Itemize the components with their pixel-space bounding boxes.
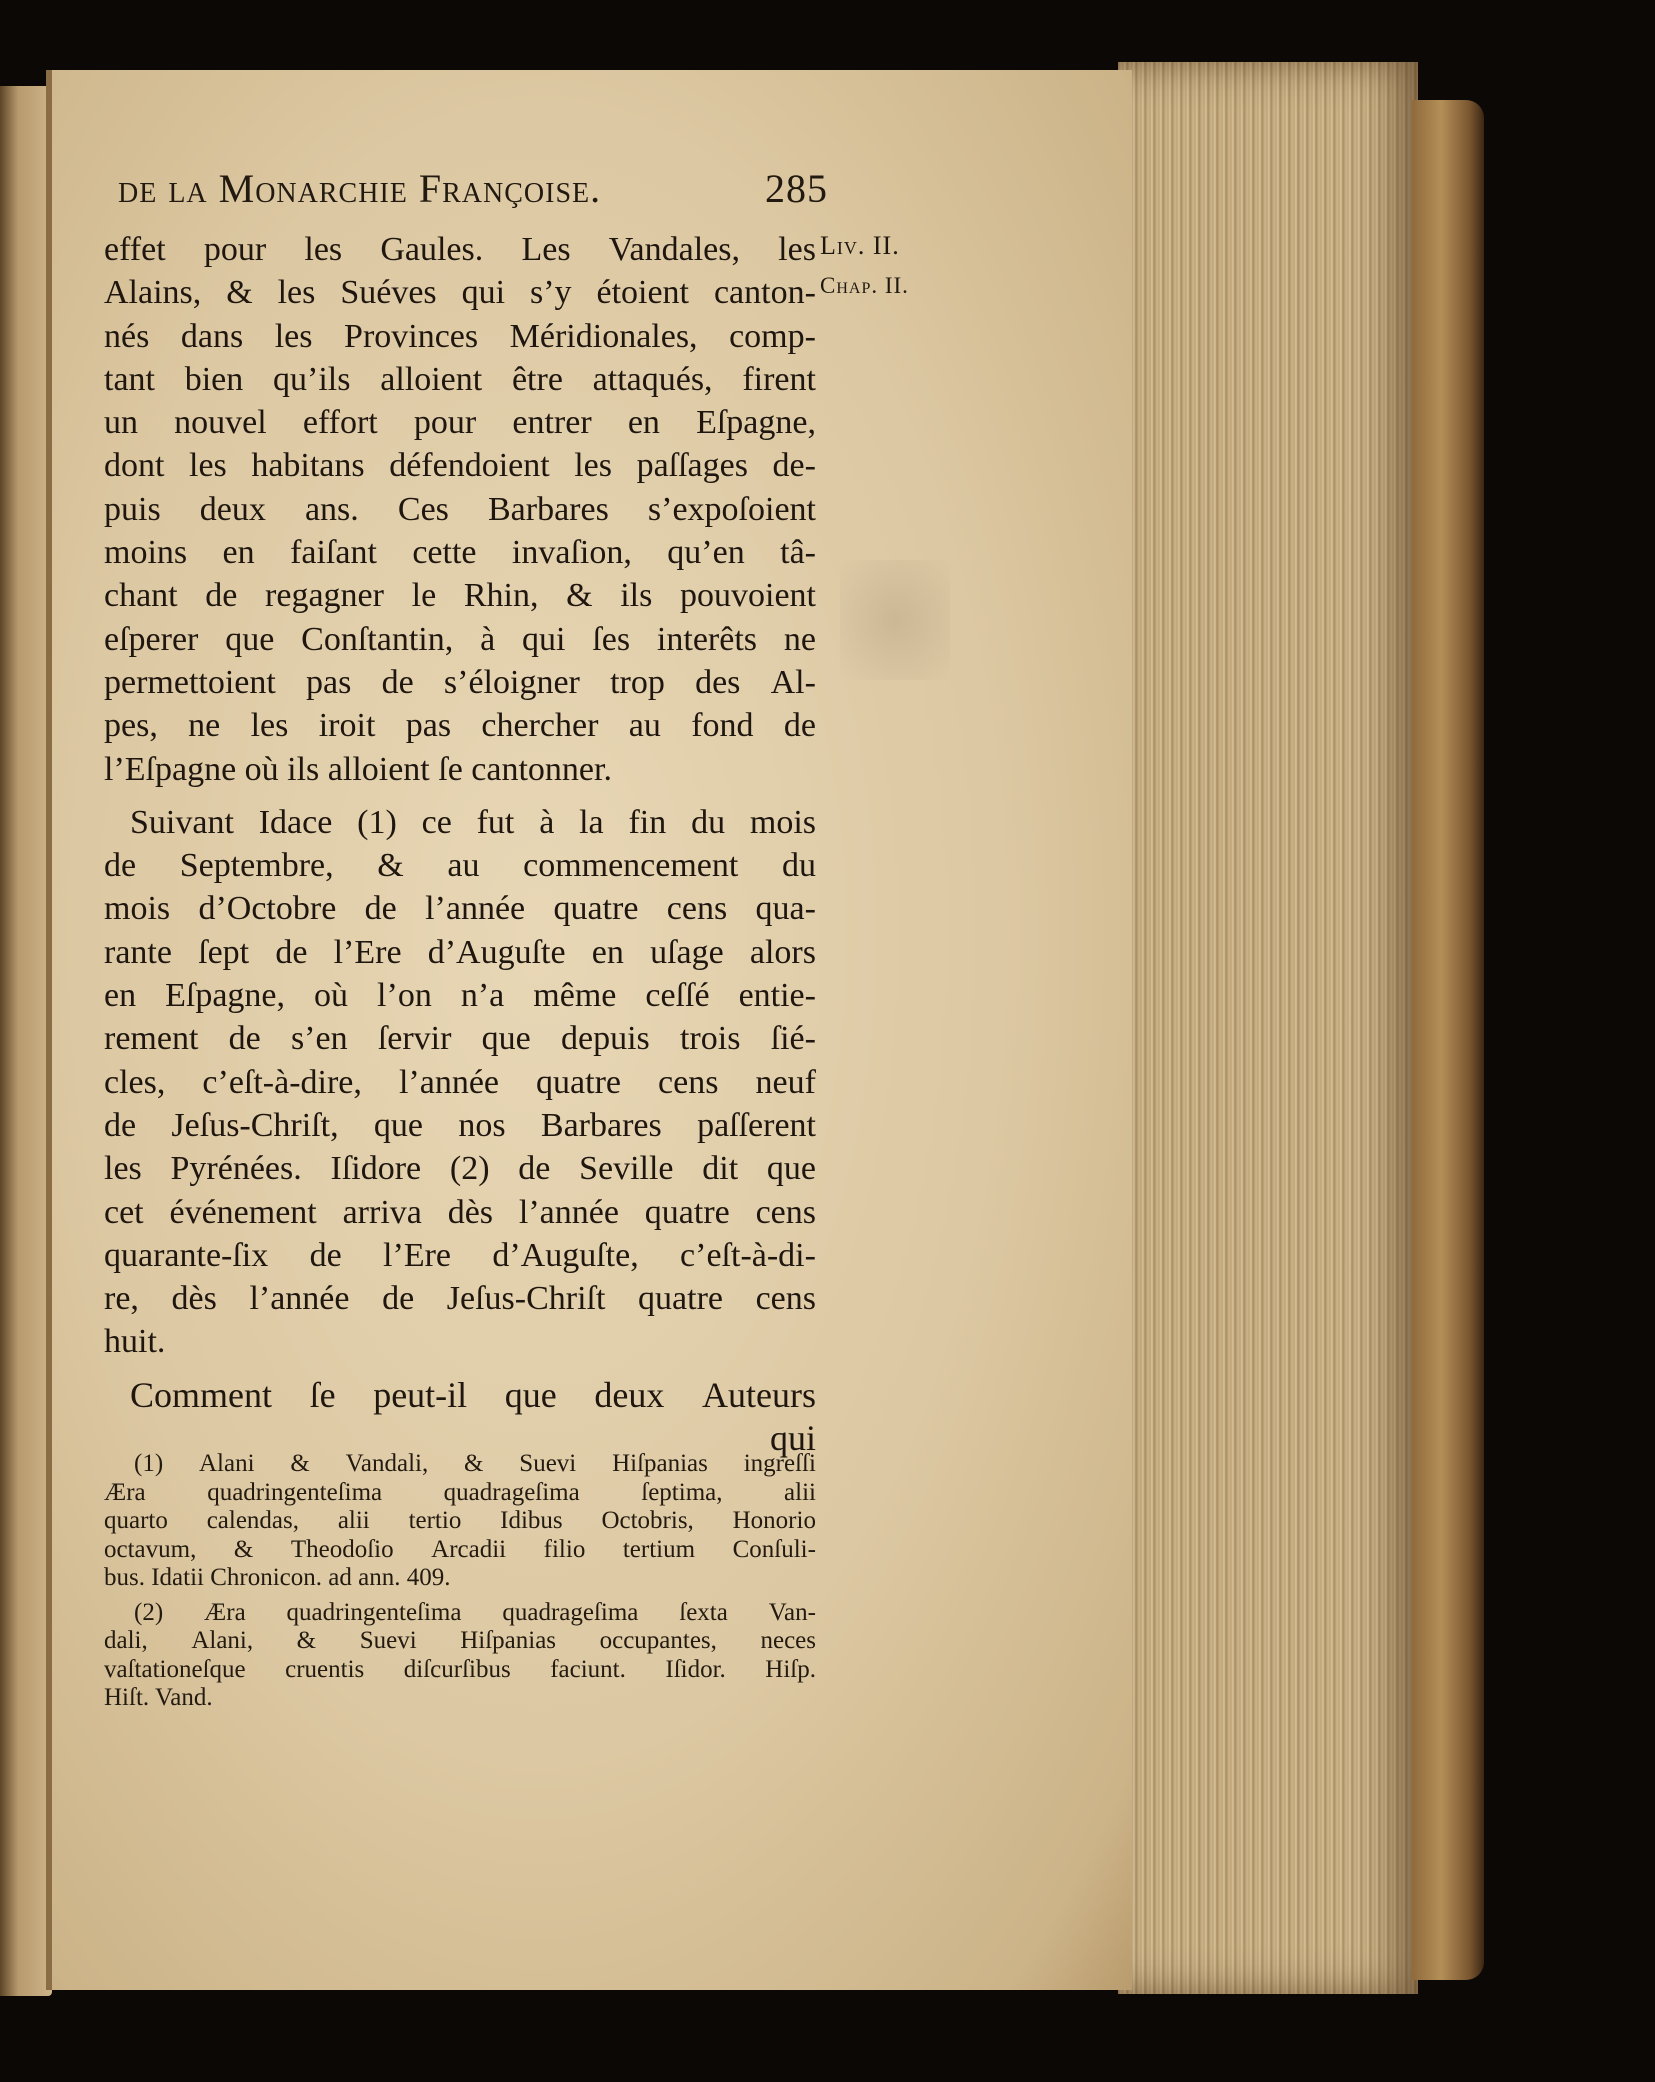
- running-head: [118, 165, 828, 217]
- text-line: cet événement arriva dès l’année quatre cens: [104, 1193, 816, 1231]
- text-line: les Pyrénées. Iſidore (2) de Seville dit que: [104, 1150, 816, 1188]
- paragraph-1: [104, 228, 816, 791]
- text-line: de Septembre, & au commencement du: [104, 847, 816, 885]
- running-head-title: de la Monarchie Françoise.: [118, 166, 602, 211]
- footnote-line: bus. Idatii Chronicon. ad ann. 409.: [104, 1564, 451, 1591]
- margin-liv: Liv. II.: [820, 231, 900, 260]
- text-line: l’Eſpagne où ils alloient ſe cantonner.: [104, 750, 612, 788]
- text-line: rement de s’en ſervir que depuis trois ſié-: [104, 1020, 816, 1058]
- footnote-line: Hiſt. Vand.: [104, 1684, 213, 1711]
- text-line: permettoient pas de s’éloigner trop des Al-: [104, 663, 816, 701]
- footnote-line: quarto calendas, alii tertio Idibus Octobris, Honorio: [104, 1507, 816, 1534]
- footnote-line: Æra quadringenteſima quadrageſima ſeptima, alii: [104, 1478, 816, 1506]
- text-line: re, dès l’année de Jeſus-Chriſt quatre cens: [104, 1280, 816, 1318]
- text-line: Alains, & les Suéves qui s’y étoient canton-: [104, 274, 816, 312]
- page-number: 285: [765, 166, 828, 211]
- footnote-line: octavum, & Theodoſio Arcadii filio tertium Conſuli-: [104, 1535, 816, 1563]
- paragraph-3: [104, 1374, 816, 1461]
- text-line: qui: [769, 1418, 816, 1459]
- text-line: mois d’Octobre de l’année quatre cens qua-: [104, 890, 816, 928]
- text-line: moins en faiſant cette invaſion, qu’en tâ-: [104, 534, 816, 572]
- margin-chap: Chap. II.: [820, 273, 909, 298]
- page-edges: [1118, 62, 1418, 1994]
- footnote-1: [104, 1450, 816, 1593]
- text-line: chant de regagner le Rhin, & ils pouvoient: [104, 577, 816, 615]
- footnotes: [104, 1450, 816, 1719]
- margin-note: [820, 226, 970, 306]
- text-line: cles, c’eſt-à-dire, l’année quatre cens neuf: [104, 1063, 816, 1101]
- text-line: quarante-ſix de l’Ere d’Auguſte, c’eſt-à-di-: [104, 1236, 816, 1274]
- footnote-line: vaſtationeſque cruentis diſcurſibus faciunt. Iſidor. Hiſp.: [104, 1655, 816, 1683]
- show-through: [840, 560, 950, 680]
- text-line: huit.: [104, 1323, 166, 1361]
- footnote-line: (1) Alani & Vandali, & Suevi Hiſpanias ingreſſi: [134, 1450, 816, 1477]
- footnote-2: [104, 1599, 816, 1713]
- text-line: de Jeſus-Chriſt, que nos Barbares paſſerent: [104, 1106, 816, 1144]
- text-line: Comment ſe peut-il que deux Auteurs: [130, 1374, 816, 1415]
- text-line: en Eſpagne, où l’on n’a même ceſſé entie-: [104, 977, 816, 1015]
- text-line: effet pour les Gaules. Les Vandales, les: [104, 231, 816, 268]
- text-line: un nouvel effort pour entrer en Eſpagne,: [104, 404, 816, 442]
- footnote-line: (2) Æra quadringenteſima quadrageſima ſexta Van-: [134, 1598, 816, 1626]
- body-text: [104, 228, 816, 1460]
- text-line: Suivant Idace (1) ce fut à la fin du mois: [130, 803, 816, 841]
- paragraph-2: [104, 801, 816, 1364]
- text-line: dont les habitans défendoient les paſſages de-: [104, 447, 816, 485]
- text-line: pes, ne les iroit pas chercher au fond de: [104, 707, 816, 745]
- text-line: eſperer que Conſtantin, à qui ſes interêts ne: [104, 620, 816, 658]
- footnote-line: dali, Alani, & Suevi Hiſpanias occupantes, neces: [104, 1627, 816, 1654]
- text-line: puis deux ans. Ces Barbares s’expoſoient: [104, 490, 816, 528]
- book-spine: [1412, 100, 1484, 1980]
- text-line: tant bien qu’ils alloient être attaqués, firent: [104, 360, 816, 398]
- text-line: nés dans les Provinces Méridionales, comp-: [104, 317, 816, 355]
- left-page-edge: [0, 86, 52, 1996]
- text-line: rante ſept de l’Ere d’Auguſte en uſage alors: [104, 933, 816, 971]
